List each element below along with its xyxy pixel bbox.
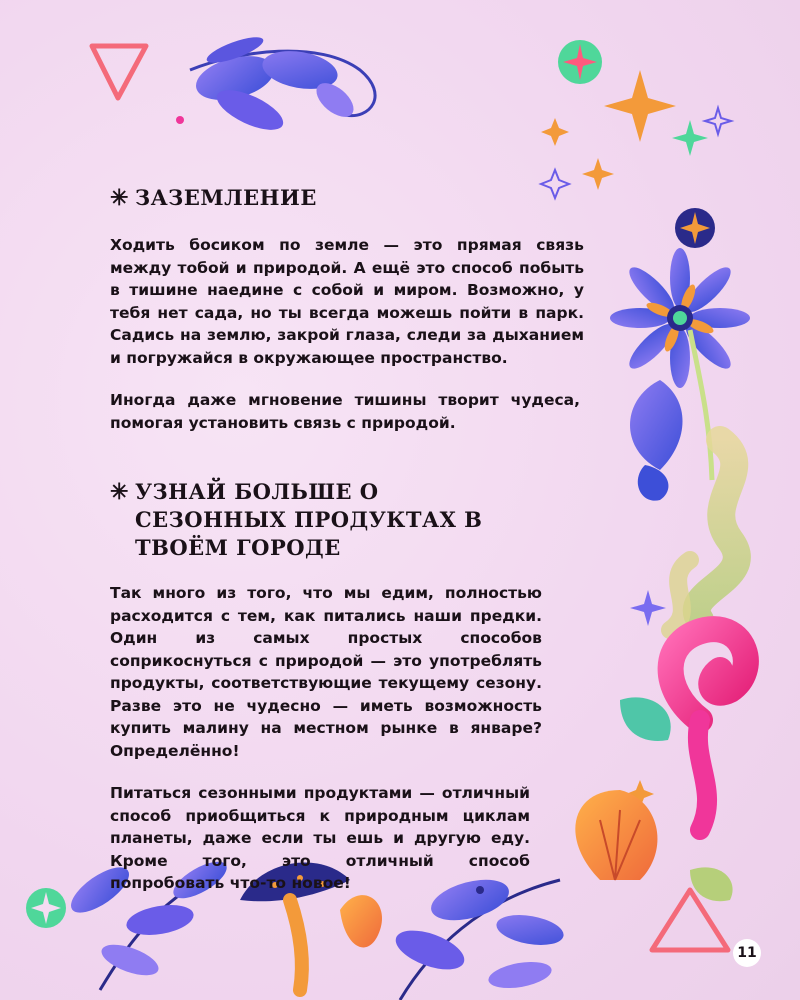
flower-icon (610, 248, 750, 388)
sparkle-outline-icon (705, 108, 731, 134)
swirl-icon (670, 560, 690, 630)
paragraph: Так много из того, что мы едим, полностью расходится с тем, как питались наши предки. Один из самых простых способов соприкоснуться с природой — это употреблять продукты, соответствующие текущему сезону. Разве это не чудесно — иметь возможность купить малину на местном рынке в январе? Определённо! (110, 584, 542, 760)
asterisk-icon: ✳ (110, 185, 129, 211)
triangle-icon (92, 46, 146, 98)
starburst-circle-icon (26, 888, 66, 928)
paragraph: Иногда даже мгновение тишины творит чудеса, помогая установить связь с природой. (110, 391, 580, 432)
sparkle-icon (630, 590, 666, 626)
page-number: 11 (733, 939, 761, 967)
leaf-icon (630, 380, 683, 501)
main-content (110, 184, 590, 915)
section-heading-seasonal-products (110, 478, 530, 562)
paragraph: Питаться сезонными продуктами — отличный способ приобщиться к природным циклам планеты, даже если ты ешь и другую еду. Кроме того, это отличный способ попробовать что-то новое! (110, 784, 530, 892)
asterisk-icon: ✳ (110, 479, 129, 505)
section-title: УЗНАЙ БОЛЬШЕ О СЕЗОННЫХ ПРОДУКТАХ В ТВОЁМ ГОРОДЕ (134, 479, 483, 560)
swirl-icon (697, 440, 737, 620)
star-circle-icon (675, 208, 715, 248)
starburst-circle-icon (558, 40, 602, 84)
pink-swirl-icon (671, 629, 746, 830)
sparkle-star-icon (604, 70, 676, 142)
paragraph: Ходить босиком по земле — это прямая связь между тобой и природой. А ещё это способ побыть в тишине наедине с собой и миром. Возможно, у тебя нет сада, но ты всегда можешь пойти в парк. Садись на землю, закрой глаза, следи за дыханием и погружайся в окружающее пространство. (110, 236, 584, 367)
sparkle-icon (672, 120, 708, 156)
section-title: ЗАЗЕМЛЕНИЕ (134, 185, 317, 210)
leaf-branch-icon (176, 32, 375, 138)
sparkle-icon (541, 118, 569, 146)
section-heading-grounding (110, 184, 590, 212)
leaf-icon (620, 697, 671, 741)
